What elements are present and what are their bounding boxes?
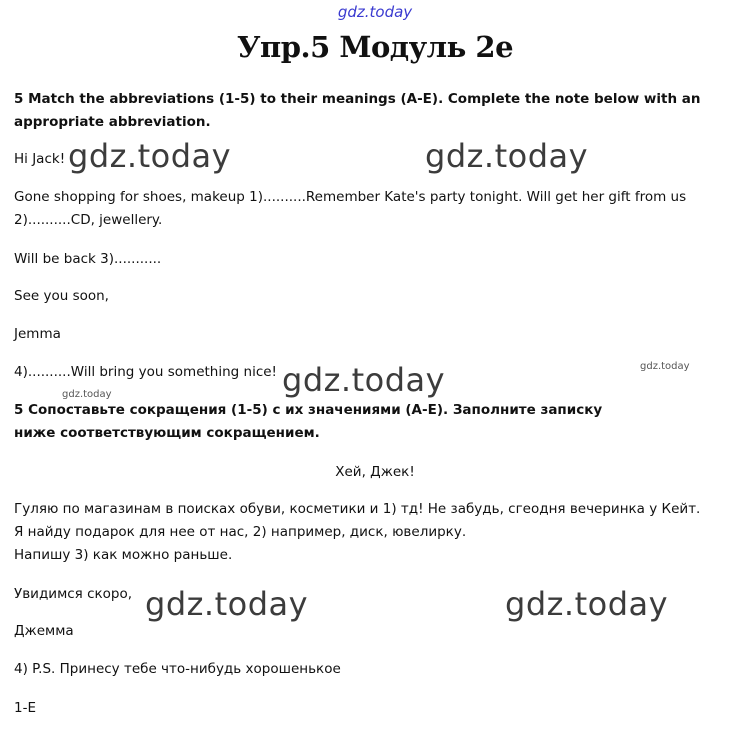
- english-greeting: Hi Jack!: [14, 151, 66, 167]
- english-signature: Jemma: [14, 326, 61, 342]
- russian-signature: Джемма: [14, 623, 74, 639]
- watermark-small: gdz.today: [640, 361, 690, 372]
- watermark: gdz.today: [282, 361, 446, 399]
- english-closing: See you soon,: [14, 288, 109, 304]
- watermark-small: gdz.today: [62, 389, 112, 400]
- russian-line-1: Гуляю по магазинам в поисках обуви, косметики и 1) тд! Не забудь, сгеодня вечеринка у Кейт. Я найду подарок для нее от нас, 2) например, диск, ювелирку.: [14, 501, 701, 540]
- russian-line-2: Напишу 3) как можно раньше.: [14, 547, 233, 563]
- russian-greeting: Хей, Джек!: [335, 464, 415, 480]
- russian-ps: 4) P.S. Принесу тебе что-нибудь хорошенькое: [14, 661, 341, 677]
- page-title: Упр.5 Модуль 2е: [236, 30, 514, 64]
- answer: 1-E: [14, 700, 36, 716]
- english-line-1: Gone shopping for shoes, makeup 1)..........Remember Kate's party tonight. Will get her gift from us 2)..........CD, jewellery.: [14, 189, 687, 228]
- english-task: 5 Match the abbreviations (1-5) to their meanings (A-E). Complete the note below with an appropriate abbreviation.: [14, 91, 701, 130]
- watermark: gdz.today: [505, 585, 669, 623]
- english-line-2: Will be back 3)...........: [14, 251, 162, 267]
- watermark: gdz.today: [68, 137, 232, 175]
- russian-task: 5 Сопоставьте сокращения (1-5) с их значениями (A-E). Заполните записку ниже соответствующим сокращением.: [14, 402, 603, 441]
- watermark: gdz.today: [425, 137, 589, 175]
- english-ps: 4)..........Will bring you something nice!: [14, 364, 277, 380]
- watermark: gdz.today: [145, 585, 309, 623]
- watermark-top: gdz.today: [337, 3, 413, 21]
- russian-closing: Увидимся скоро,: [14, 586, 133, 602]
